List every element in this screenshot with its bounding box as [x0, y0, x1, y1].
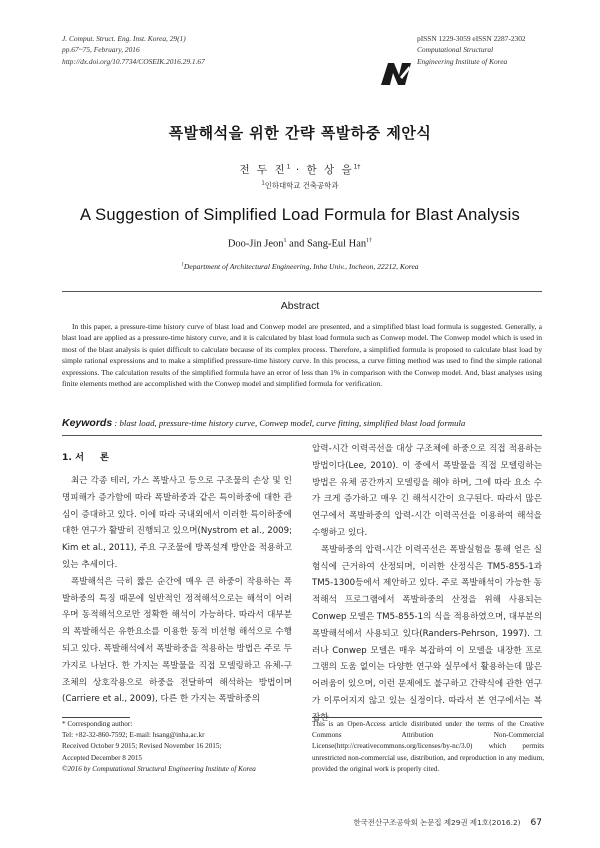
- paper-title-korean: 폭발해석을 위한 간략 폭발하중 제안식: [168, 124, 432, 142]
- paragraph: 압력-시간 이력곡선을 대상 구조체에 하중으로 직접 적용하는 방법이다(Lee, 2010). 이 중에서 폭발물을 직접 모델링하는 방법은 유체 공간까지 모델링을 해야 하며, 그에 따라 요소 수가 크게 증가하고 매우 긴 해석시간이 요구된다. 따라서 많은 연구에서 폭발하중의 압력-시간 이력곡선을 이용하여 해석을 수행하고 있다.: [312, 444, 542, 538]
- doi-link[interactable]: http://dx.doi.org/10.7734/COSEIK.2016.29.1.67: [62, 56, 205, 66]
- author-name: 한 상 을: [306, 164, 354, 176]
- authors-english: [0, 238, 600, 250]
- author-mark: 1: [286, 163, 291, 171]
- accepted-date: Accepted December 8 2015: [62, 753, 143, 762]
- affiliation-mark: 1: [181, 262, 184, 268]
- page-number: 67: [530, 818, 542, 828]
- footnote-rule: [312, 717, 542, 718]
- issn: pISSN 1229-3059 eISSN 2287-2302: [417, 34, 526, 43]
- abstract-heading: Abstract: [280, 300, 320, 312]
- corresponding-label: * Corresponding author:: [62, 720, 133, 728]
- copyright: ©2016 by Computational Structural Engineering Institute of Korea: [62, 764, 256, 773]
- author-separator: and: [286, 238, 307, 250]
- section-title: 론: [99, 452, 109, 463]
- keywords-label: Keywords: [62, 417, 113, 429]
- society-name-line: Computational Structural: [417, 45, 494, 55]
- abstract-bottom-rule: [62, 435, 542, 436]
- abstract-body: In this paper, a pressure-time history curve of blast load and Conwep model are presented, and a simplified blast load formula is suggested. Generally, a blast load are applied as a pressure-time history curve, and it is calculated by blast load formula such as Conwep model. The Conwep model which is used in most of the blast analysis is quiet difficult to calculate because of its complex process. Therefore, a simplified formula is proposed to calculate blast load by simple rational expressions and to make a simplified pressure-time history curve. In this process, a curve fitting method was used to find the simple rational expressions. The calculation results of the simplified formula have an error of less than 1% in comparison with the Conwep model. And, blast analyses using finite elements method are accomplished with the Conwep model and simplified formula for verification.: [62, 322, 542, 389]
- affiliation-korean: [0, 180, 600, 191]
- author-mark: 1†: [353, 163, 361, 171]
- affiliation-english: [0, 262, 600, 271]
- journal-logo-icon: [381, 63, 411, 85]
- author-mark: 1: [283, 238, 287, 244]
- keywords: [62, 417, 542, 429]
- paragraph: 폭발하중의 압력-시간 이력곡선은 폭발실험을 통해 얻은 실험식에 근거하여 산정되며, 이러한 산정식은 TM5-855-1과 TM5-1300등에서 제안하고 있다. 주로 폭발해석이 가능한 동적해석 프로그램에서 폭발하중의 산정을 위해 사용되는 Conwep 모델은 TM5-855-1의 식을 적용하였으며, 대부분의 폭발해석에서 사용되고 있다(Randers-Pehrson, 1997). 그러나 Conwep 모델은 매우 복잡하여 이 모델을 내장한 프로그램의 도움 없이는 다양한 연구와 실무에서 활용하는데 많은 어려움이 있으며, 이런 문제에도 불구하고 간략식에 관한 연구가 이루어지지 않고 있는 실정이다. 따라서 본 연구에서는 복잡한: [312, 544, 542, 723]
- contact-info: Tel: +82-32-860-7592; E-mail: hsang@inha.ac.kr: [62, 731, 205, 740]
- journal-issue: 한국전산구조공학회 논문집 제29권 제1호(2016.2): [353, 818, 521, 827]
- received-dates: Received October 9 2015; Revised November 16 2015;: [62, 742, 222, 751]
- paper-title-english: A Suggestion of Simplified Load Formula for Blast Analysis: [80, 206, 520, 224]
- affiliation-text: 인하대학교 건축공학과: [264, 181, 339, 190]
- section-heading-introduction: [62, 449, 109, 463]
- section-number: 1. 서: [62, 452, 84, 463]
- citation-line: pp.67~75, February, 2016: [62, 45, 140, 55]
- paragraph: 폭발해석은 극히 짧은 순간에 매우 큰 하중이 작용하는 폭발하중의 특징 때문에 일반적인 정적해석으로는 해석이 어려우며 동적해석으로만 정확한 해석이 가능하다. 따라서 대부분의 폭발해석은 유한요소를 이용한 동적 비선형 해석으로 수행되고 있다. 폭발해석에서 폭발하중을 적용하는 방법은 주로 두 가지로 나뉜다. 한 가지는 폭발물을 직접 모델링하고 유체-구조체의 상호작용으로 하중을 전달하여 해석하는 방법이며 (Carriere et al., 2009), 다른 한 가지는 폭발하중의: [62, 576, 292, 705]
- page-footer: [354, 817, 542, 828]
- author-separator: ·: [290, 164, 307, 176]
- citation-line: J. Comput. Struct. Eng. Inst. Korea, 29(1): [62, 34, 186, 43]
- author-name: Doo-Jin Jeon: [227, 238, 284, 250]
- authors-korean: [0, 162, 600, 177]
- body-column-right: [312, 441, 542, 727]
- footnote-rule: [62, 717, 130, 718]
- body-column-left: [62, 473, 292, 708]
- journal-issn-block: [417, 33, 526, 67]
- journal-citation: [62, 33, 205, 67]
- license-notice: This is an Open-Access article distributed under the terms of the Creative Commons Attribution Non-Commercial License(http://creativecommons.org/licenses/by-nc/3.0) which permits unrestricted non-commercial use, distribution, and reproduction in any medium, provided the original work is properly cited.: [312, 720, 544, 773]
- keywords-text: : blast load, pressure-time history curve, Conwep model, curve fitting, simplified blast load formula: [112, 418, 466, 428]
- society-name-line: Engineering Institute of Korea: [417, 56, 508, 66]
- author-name: 전 두 진: [239, 164, 287, 176]
- affiliation-text: Department of Architectural Engineering, Inha Univ., Incheon, 22212, Korea: [183, 262, 419, 271]
- affiliation-mark: 1: [261, 180, 265, 187]
- paragraph: 최근 각종 테러, 가스 폭발사고 등으로 구조물의 손상 및 인명피해가 증가함에 따라 폭발하중과 같은 특이하중에 대한 관심이 증대하고 있다. 이에 따라 국내외에서 이러한 특이하중에 대한 연구가 활발히 진행되고 있으며(Nystrom et al., 2009; Kim et al., 2011), 주요 구조물에 방폭설계 방안을 적용하고 있는 추세이다.: [62, 476, 292, 570]
- abstract-top-rule: [62, 291, 542, 292]
- author-name: Sang-Eul Han: [306, 238, 367, 250]
- author-mark: 1†: [366, 238, 373, 244]
- footnote-corresponding: [62, 719, 298, 775]
